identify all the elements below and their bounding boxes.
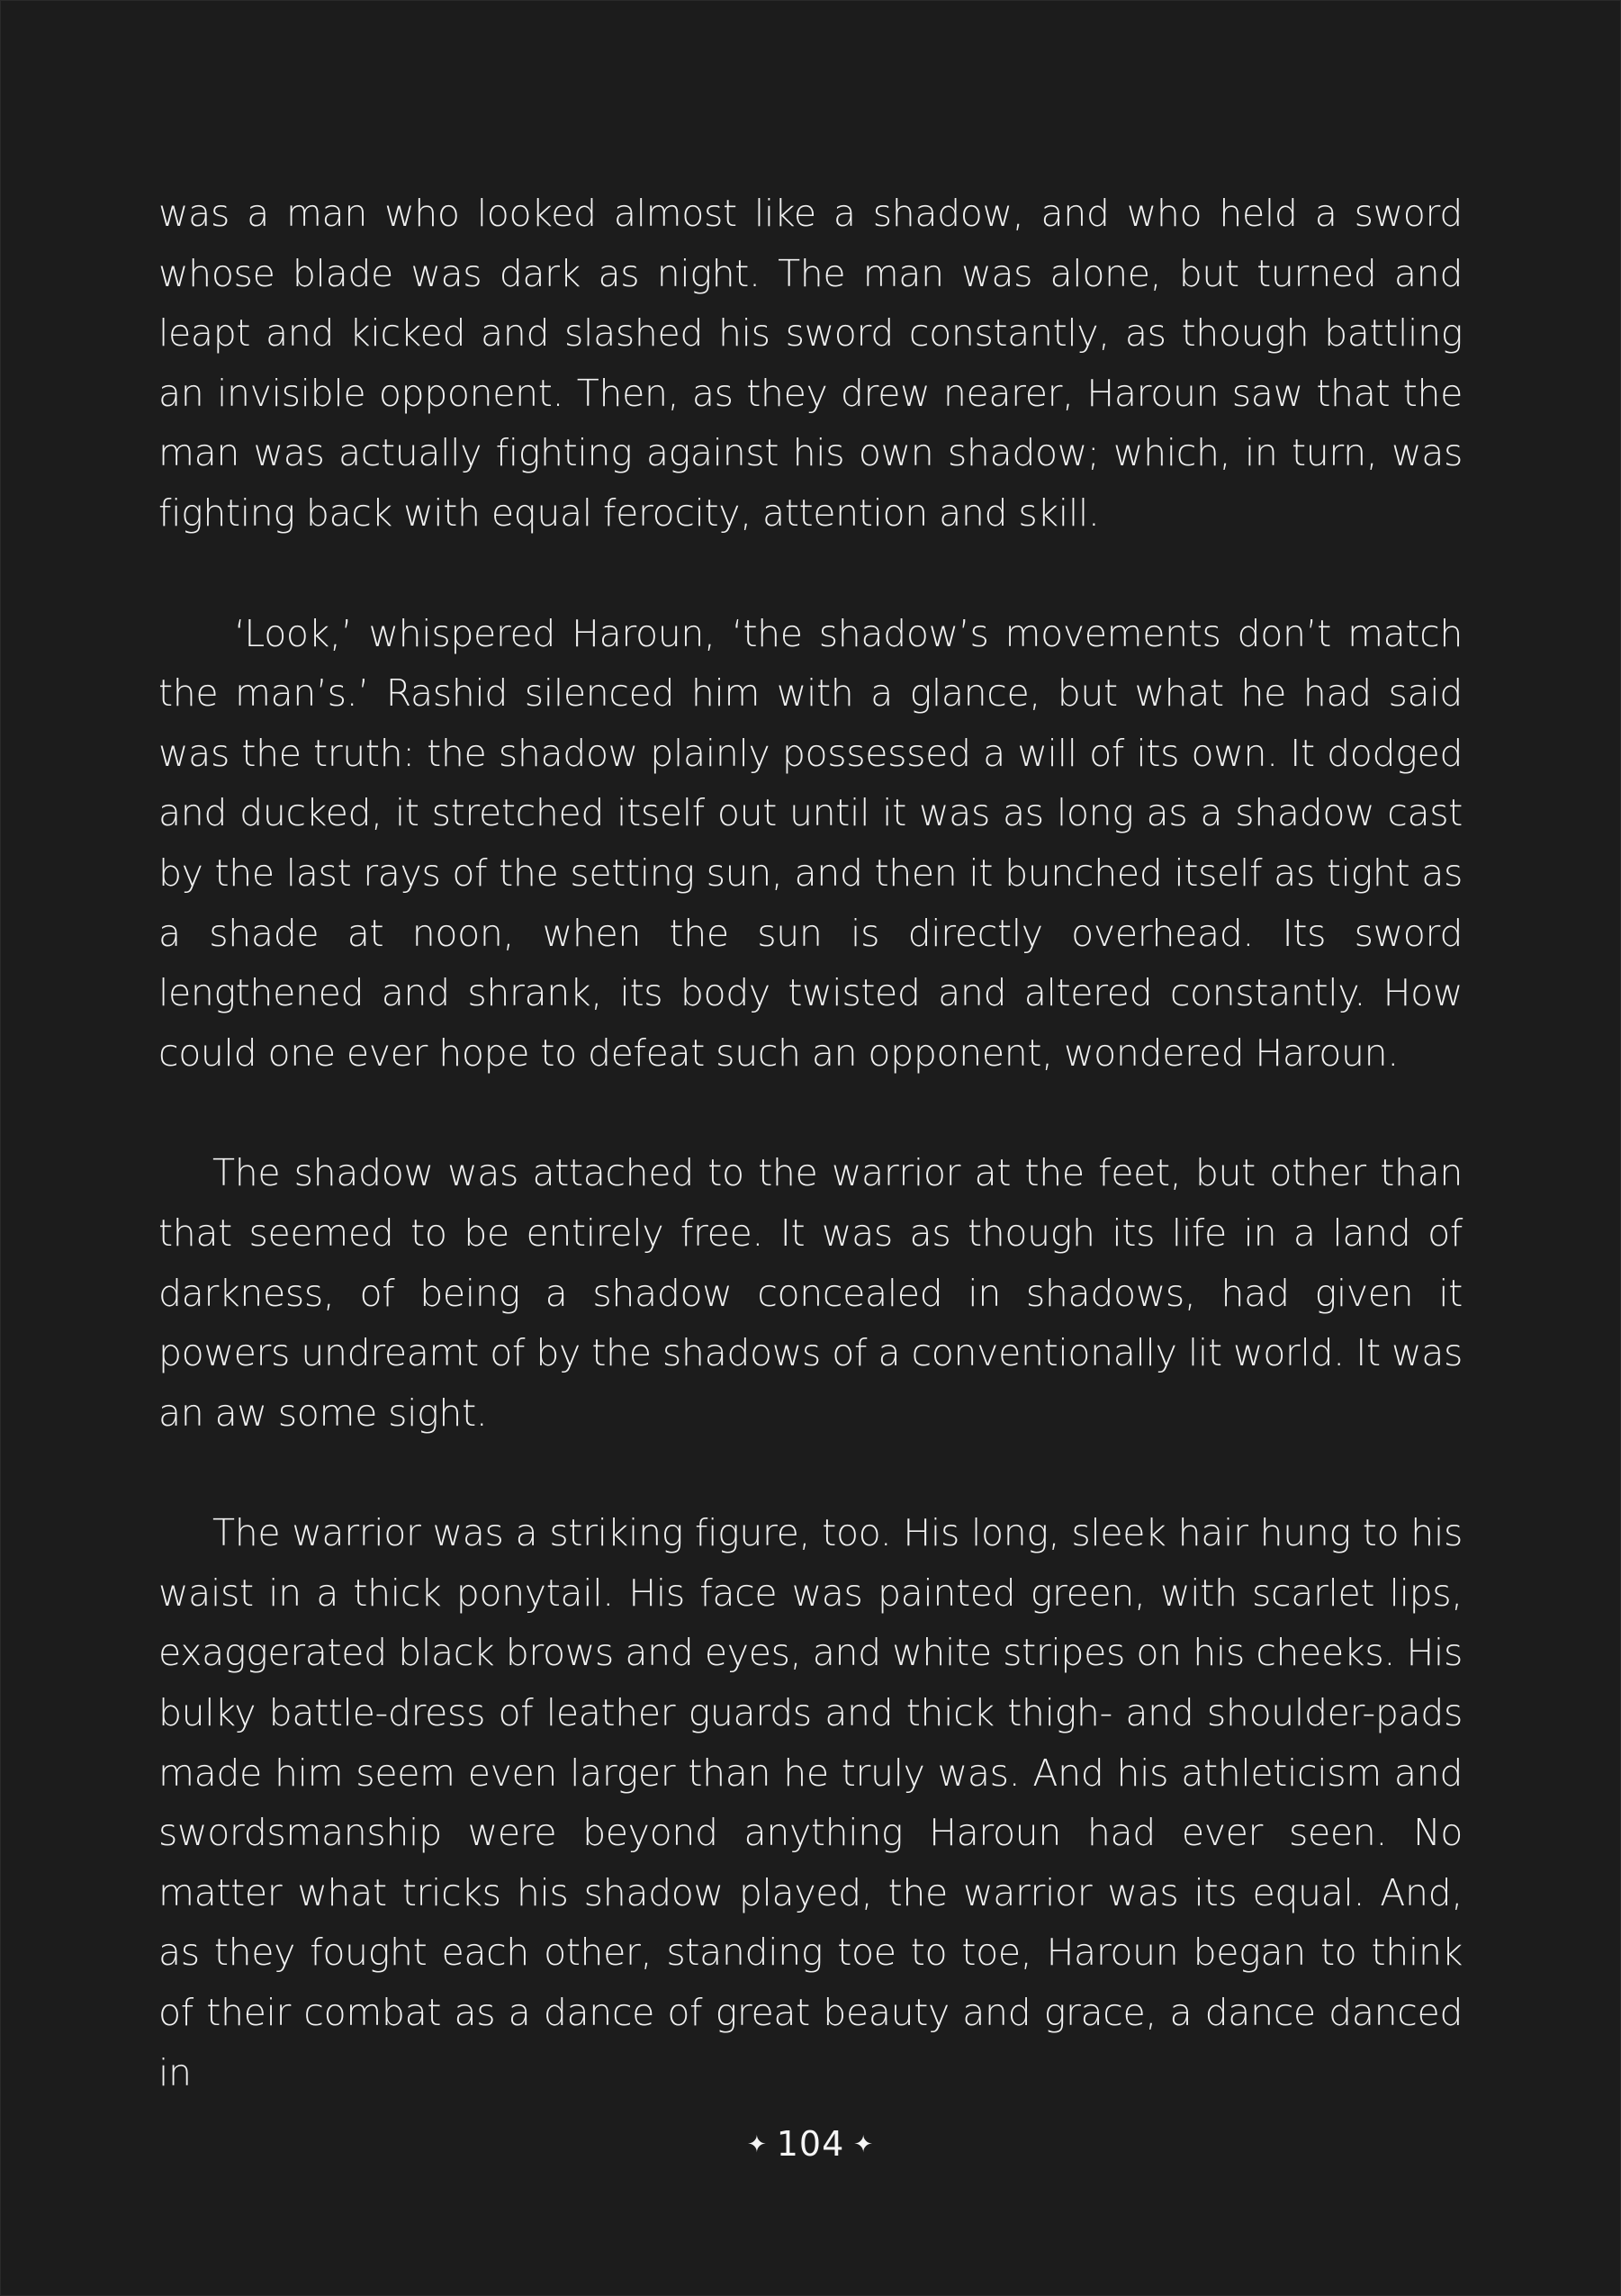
page-footer: [0, 2124, 1621, 2164]
book-text: [158, 184, 1463, 2102]
paragraph-3: The shadow was attached to the warrior at the feet, but other than that seemed to be entirely free. It was as though its life in a land of darkness, of being a shadow concealed in shadows, had given it powers undreamt of by the shadows of a conventionally lit world. It was an aw some sight.: [158, 1151, 1463, 1435]
paragraph-2: ‘Look,’ whispered Haroun, ‘the shadow’s movements don’t match the man’s.’ Rashid silenced him with a glance, but what he had said was the truth: the shadow plainly possessed a will of its own. It dodged and ducked, it stretched itself out until it was as long as a shadow cast by the last rays of the setting sun, and then it bunched itself as tight as a shade at noon, when the sun is directly overhead. Its sword lengthened and shrank, its body twisted and altered constantly. How could one ever hope to defeat such an opponent, wondered Haroun.: [158, 611, 1463, 1075]
star-ornament-icon: ✦: [746, 2131, 768, 2158]
paragraph-4: The warrior was a striking figure, too. His long, sleek hair hung to his waist in a thick ponytail. His face was painted green, with scarlet lips, exaggerated black brows and eyes, and white stripes on his cheeks. His bulky battle-dress of leather guards and thick thigh- and shoulder-pads made him seem even larger than he truly was. And his athleticism and swordsmanship were beyond anything Haroun had ever seen. No matter what tricks his shadow played, the warrior was its equal. And, as they fought each other, standing toe to toe, Haroun began to think of their combat as a dance of great beauty and grace, a dance danced in: [158, 1511, 1463, 2094]
page-number: 104: [776, 2124, 845, 2164]
star-ornament-icon: ✦: [853, 2131, 875, 2158]
paragraph-1: was a man who looked almost like a shadow, and who held a sword whose blade was dark as night. The man was alone, but turned and leapt and kicked and slashed his sword constantly, as though battling an invisible opponent. Then, as they drew nearer, Haroun saw that the man was actually fighting against his own shadow; which, in turn, was fighting back with equal ferocity, attention and skill.: [158, 192, 1463, 535]
